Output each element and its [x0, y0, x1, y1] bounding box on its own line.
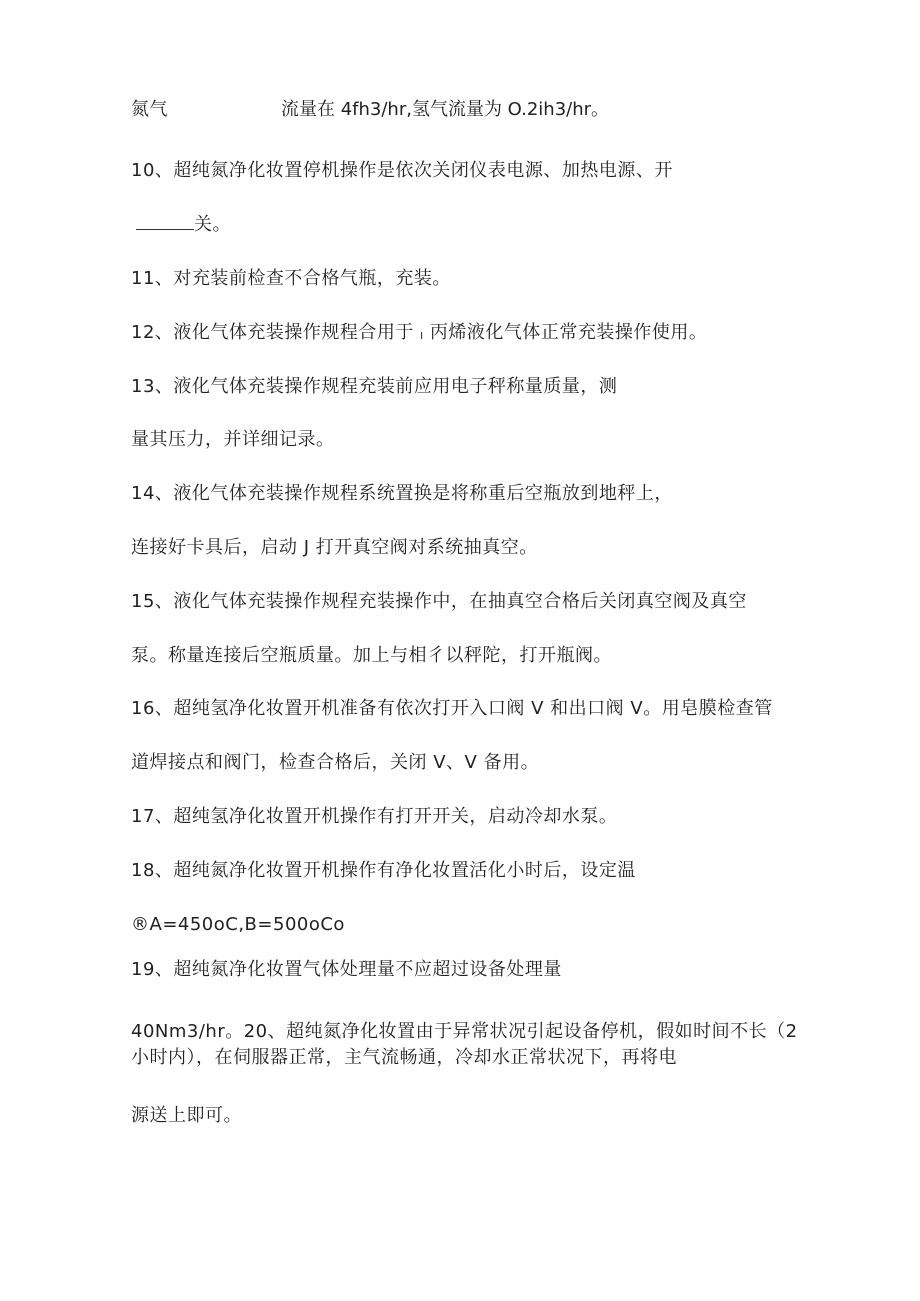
stray-mark: I: [420, 331, 424, 342]
text-line-item-20-cont: 小时内），在伺服器正常，主气流畅通，冷却水正常状况下，再将电: [131, 1047, 677, 1068]
text-line-item-12-start: 12、液化气体充装操作规程合用于: [131, 322, 414, 343]
text-line-item-12-end: 丙烯液化气体正常充装操作使用。: [429, 322, 708, 343]
text-line-item-19: 19、超纯氮净化妆置气体处理量不应超过设备处理量: [131, 959, 562, 980]
text-line-item-10-cont: [136, 214, 231, 236]
text-line-item-20-end: 源送上即可。: [131, 1105, 242, 1126]
text-line-item-12: [131, 322, 707, 348]
text-line-item-18-cont: ®A=450oC,B=500oCo: [131, 914, 345, 935]
fill-in-blank: [136, 215, 194, 230]
text-line-item-10: 10、超纯氮净化妆置停机操作是依次关闭仪表电源、加热电源、开: [131, 160, 673, 181]
text-line-item-13: 13、液化气体充装操作规程充装前应用电子秤称量质量，测: [131, 376, 618, 397]
text-line-item-13-cont: 量其压力，并详细记录。: [131, 429, 335, 450]
text-line-item-16-cont: 道焊接点和阀门，检查合格后，关闭 V、V 备用。: [131, 752, 540, 773]
text-line-item-14-cont: 连接好卡具后，启动 J 打开真空阀对系统抽真空。: [131, 537, 538, 558]
text-line-item-10-tail: 关。: [194, 214, 231, 235]
text-line-item-15-cont: 泵。称量连接后空瓶质量。加上与相彳以秤陀，打开瓶阀。: [131, 645, 612, 666]
text-line-item-14: 14、液化气体充装操作规程系统置换是将称重后空瓶放到地秤上，: [131, 483, 673, 504]
text-line-item-17: 17、超纯氢净化妆置开机操作有打开开关，启动冷却水泵。: [131, 806, 618, 827]
text-line-item-18: 18、超纯氮净化妆置开机操作有净化妆置活化小时后，设定温: [131, 860, 636, 881]
text-line-item-16: 16、超纯氢净化妆置开机准备有依次打开入口阀 V 和出口阀 V。用皂膜检查管: [131, 698, 773, 719]
text-line-flow-rates: 流量在 4fh3/hr,氢气流量为 O.2ih3/hr。: [281, 99, 610, 120]
text-line-item-15: 15、液化气体充装操作规程充装操作中，在抽真空合格后关闭真空阀及真空: [131, 591, 747, 612]
text-line-nitrogen-label: 氮气: [131, 99, 168, 120]
text-line-item-20: 40Nm3/hr。20、超纯氮净化妆置由于异常状况引起设备停机，假如时间不长（2: [131, 1021, 798, 1042]
text-line-item-11: 11、对充装前检查不合格气瓶，充装。: [131, 268, 451, 289]
